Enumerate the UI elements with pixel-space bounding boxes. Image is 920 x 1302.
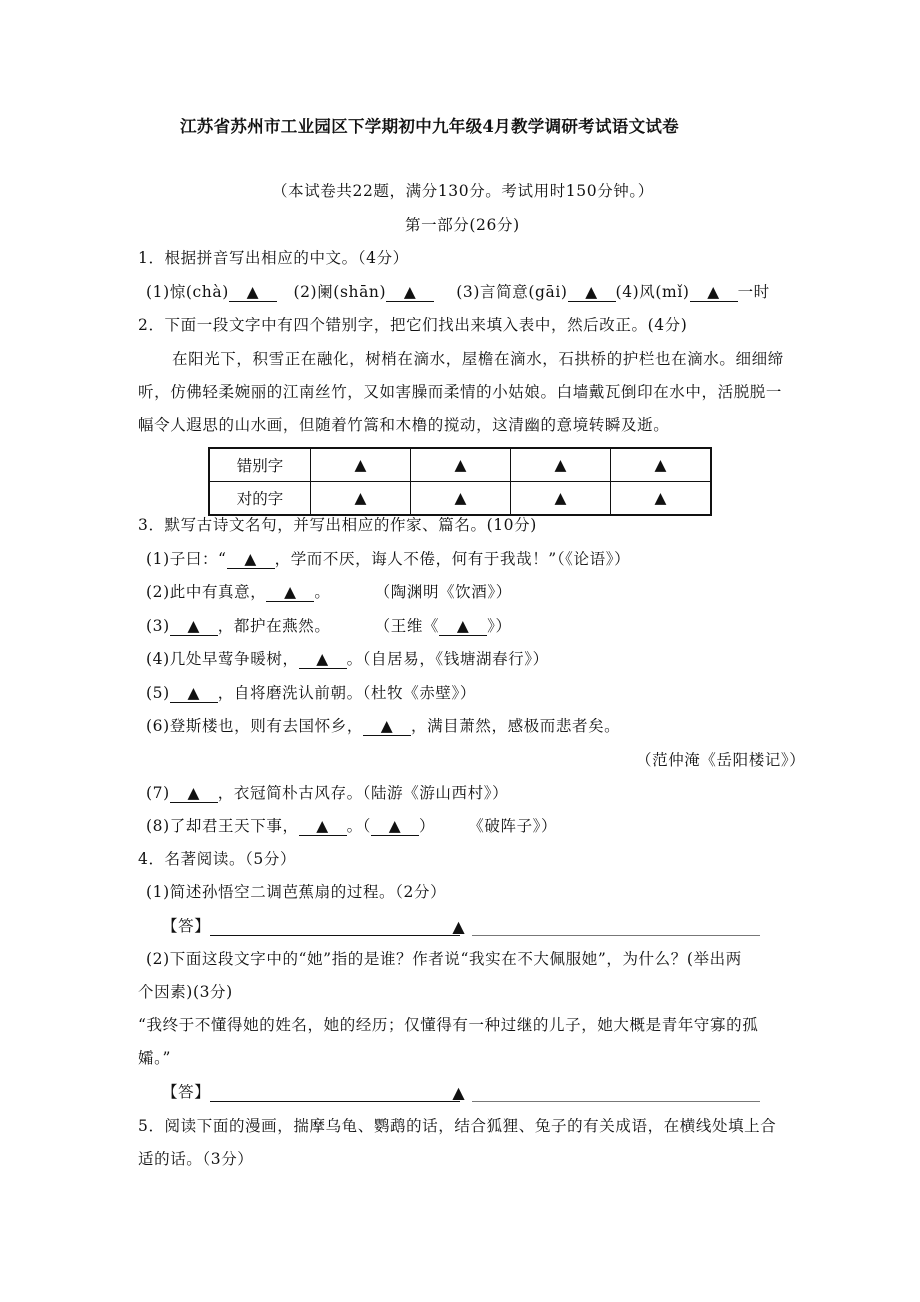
table-cell: ▲ [411, 482, 511, 516]
line-text: (2)阑(shān) [276, 283, 387, 301]
line-text: 适的话。（3分） [138, 1150, 254, 1168]
line-text: (3) [146, 617, 170, 635]
text-line [172, 349, 784, 369]
answer-label: 【答】 [162, 1083, 211, 1101]
answer-blank[interactable]: ▲ [229, 283, 277, 302]
text-line [146, 716, 620, 736]
text-line [162, 916, 760, 936]
text-line [146, 949, 742, 969]
line-text: (3)言简意(gāi) [434, 283, 568, 301]
line-text: (8)了却君王天下事， [146, 817, 299, 835]
page-title: 江苏省苏州市工业园区下学期初中九年级4月教学调研考试语文试卷 [180, 117, 679, 136]
blank-marker: ▲ [452, 917, 466, 936]
text-line [146, 783, 508, 803]
row-label: 对的字 [209, 482, 311, 516]
answer-blank[interactable]: ▲ [568, 283, 616, 302]
text-line [138, 849, 296, 869]
answer-blank[interactable]: ▲ [371, 817, 419, 836]
answer-underline [472, 1101, 760, 1102]
text-line [138, 1015, 758, 1035]
answer-blank[interactable]: ▲ [299, 650, 347, 669]
text-line [138, 248, 409, 268]
exam-info: （本试卷共22题，满分130分。考试用时150分钟。） [272, 182, 654, 200]
answer-underline [472, 935, 760, 936]
answer-line[interactable] [210, 1084, 760, 1102]
blank-marker: ▲ [452, 1083, 466, 1102]
answer-underline [210, 1101, 460, 1102]
text-line [146, 649, 549, 669]
line-text: (6)登斯楼也，则有去国怀乡， [146, 717, 363, 735]
text-line [138, 382, 782, 402]
table-cell: ▲ [511, 482, 611, 516]
text-line [138, 315, 687, 335]
line-text: ，满目萧然，感极而悲者矣。 [410, 717, 621, 735]
line-text: 在阳光下，积雪正在融化，树梢在滴水，屋檐在滴水，石拱桥的护栏也在滴水。细细缔 [172, 350, 784, 368]
table-cell: ▲ [611, 448, 712, 482]
line-text: 》） [487, 617, 512, 635]
answer-blank[interactable]: ▲ [439, 617, 487, 636]
line-text: (7) [146, 784, 170, 802]
table-cell: ▲ [411, 448, 511, 482]
text-line [146, 549, 630, 569]
line-text: ） 《破阵子》） [419, 817, 558, 835]
table-cell: ▲ [311, 482, 411, 516]
answer-blank[interactable]: ▲ [299, 817, 347, 836]
text-line [138, 982, 233, 1002]
line-text: 2．下面一段文字中有四个错别字，把它们找出来填入表中，然后改正。(4分) [138, 316, 688, 334]
answer-blank[interactable]: ▲ [170, 617, 218, 636]
line-text: “我终于不懂得她的姓名，她的经历；仅懂得有一种过继的儿子，她大概是青年守寡的孤 [138, 1016, 759, 1034]
text-line [138, 1149, 253, 1169]
line-text: 个因素)(3分) [138, 983, 233, 1001]
table-cell: ▲ [611, 482, 712, 516]
answer-line[interactable] [210, 918, 760, 936]
answer-blank[interactable]: ▲ [266, 583, 314, 602]
answer-blank[interactable]: ▲ [227, 550, 275, 569]
line-text: (4)风(mǐ) [615, 283, 690, 301]
line-text: 4．名著阅读。（5分） [138, 850, 297, 868]
table-row [209, 482, 711, 516]
line-text: (2)此中有真意， [146, 583, 267, 601]
line-text: （范仲淹《岳阳楼记》） [636, 751, 806, 769]
text-line [146, 882, 446, 902]
line-text: 幅令人遐思的山水画，但随着竹篙和木橹的搅动，这清幽的意境转瞬及逝。 [138, 416, 670, 434]
line-text: (1)简述孙悟空二调芭蕉扇的过程。（2分） [146, 883, 447, 901]
table-row [209, 448, 711, 482]
text-line [138, 1048, 171, 1068]
line-text: 孀。” [138, 1049, 171, 1067]
line-text: 5．阅读下面的漫画，揣摩乌龟、鹦鹉的话，结合狐狸、兔子的有关成语，在横线处填上合 [138, 1117, 777, 1135]
line-text: 听，仿佛轻柔婉丽的江南丝竹，又如害臊而柔情的小姑娘。白墙戴瓦倒印在水中，活脱脱一 [138, 383, 783, 401]
row-label: 错别字 [209, 448, 311, 482]
text-line [146, 582, 512, 602]
line-text: 。（自居易，《钱塘湖春行》） [346, 650, 549, 668]
line-text: (1)子曰：“ [146, 550, 227, 568]
text-line [146, 282, 770, 302]
section-heading: 第一部分(26分) [405, 216, 520, 234]
answer-blank[interactable]: ▲ [170, 784, 218, 803]
text-line [162, 1082, 760, 1102]
text-line [138, 1116, 776, 1136]
answer-blank[interactable]: ▲ [363, 717, 411, 736]
text-line [636, 750, 805, 770]
line-text: (5) [146, 684, 170, 702]
answer-underline [210, 935, 460, 936]
answer-blank[interactable]: ▲ [170, 684, 218, 703]
table-cell: ▲ [311, 448, 411, 482]
answer-blank[interactable]: ▲ [690, 283, 738, 302]
text-line [146, 816, 557, 836]
text-line [146, 683, 476, 703]
typo-table [208, 447, 712, 516]
line-text: 一时 [737, 283, 770, 301]
line-text: 。（ [346, 817, 372, 835]
line-text: (4)几处早莺争暖树， [146, 650, 299, 668]
line-text: (2)下面这段文字中的“她”指的是谁？作者说“我实在不大佩服她”，为什么？(举出两 [146, 950, 742, 968]
line-text: ，自将磨洗认前朝。（杜牧《赤壁》） [217, 684, 476, 702]
line-text: (1)惊(chà) [146, 283, 229, 301]
answer-blank[interactable]: ▲ [386, 283, 434, 302]
line-text: ，学而不厌，诲人不倦，何有于我哉！”（《论语》） [274, 550, 631, 568]
line-text: 3．默写古诗文名句，并写出相应的作家、篇名。(10分) [138, 516, 537, 534]
line-text: 1．根据拼音写出相应的中文。（4分） [138, 249, 409, 267]
line-text: ，衣冠简朴古风存。（陆游《游山西村》） [217, 784, 509, 802]
line-text: 。 （陶渊明《饮酒》） [314, 583, 512, 601]
table-cell: ▲ [511, 448, 611, 482]
text-line [138, 515, 537, 535]
text-line [146, 616, 512, 636]
line-text: ，都护在燕然。 （王维《 [217, 617, 440, 635]
text-line [138, 415, 669, 435]
answer-label: 【答】 [162, 917, 211, 935]
